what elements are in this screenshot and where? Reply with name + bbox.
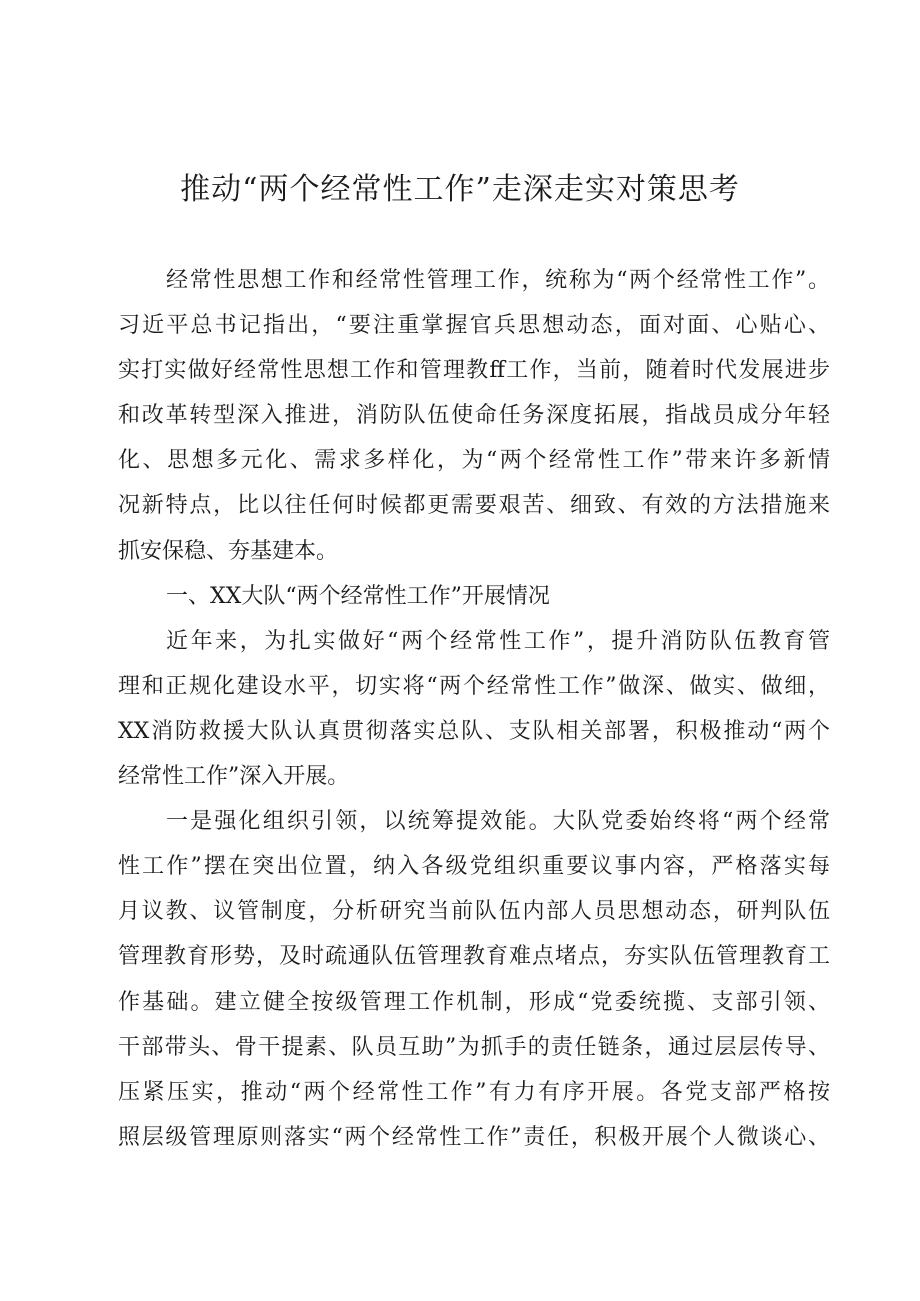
paragraph-line: 化、思想多元化、需求多样化，为“两个经常性工作”带来许多新情 [118, 448, 830, 474]
paragraph-line: 近年来，为扎实做好“两个经常性工作”，提升消防队伍教育管 [166, 628, 830, 654]
paragraph-line: 习近平总书记指出，“要注重掌握官兵思想动态，面对面、心贴心、 [118, 313, 830, 339]
paragraph-line: 一是强化组织引领，以统筹提效能。大队党委始终将“两个经常 [166, 809, 830, 835]
paragraph-line: 照层级管理原则落实“两个经常性工作”责任，积极开展个人微谈心、 [118, 1124, 830, 1150]
paragraph-line: 管理教育形势，及时疏通队伍管理教育难点堵点，夯实队伍管理教育工 [118, 944, 830, 970]
document-body [118, 258, 830, 1160]
paragraph-line: 干部带头、骨干提素、队员互助”为抓手的责任链条，通过层层传导、 [118, 1034, 830, 1060]
paragraph-line: 压紧压实，推动“两个经常性工作”有力有序开展。各党支部严格按 [118, 1079, 830, 1105]
paragraph-line: 抓安保稳、夯基建本。 [118, 538, 339, 564]
paragraph-line: 理和正规化建设水平，切实将“两个经常性工作”做深、做实、做细， [118, 673, 830, 699]
paragraph-line: 经常性工作”深入开展。 [118, 764, 350, 790]
section-heading: 一、XX大队“两个经常性工作”开展情况 [166, 583, 550, 609]
paragraph-line: 况新特点，比以往任何时候都更需要艰苦、细致、有效的方法措施来 [118, 493, 830, 519]
paragraph-line: 和改革转型深入推进，消防队伍使命任务深度拓展，指战员成分年轻 [118, 403, 830, 429]
paragraph-line: 作基础。建立健全按级管理工作机制，形成“党委统揽、支部引领、 [118, 989, 830, 1015]
document-title: 推动“两个经常性工作”走深走实对策思考 [180, 172, 740, 207]
paragraph-line: 性工作”摆在突出位置，纳入各级党组织重要议事内容，严格落实每 [118, 854, 830, 880]
paragraph-line: XX消防救援大队认真贯彻落实总队、支队相关部署，积极推动“两个 [118, 718, 830, 744]
paragraph-line: 月议教、议管制度，分析研究当前队伍内部人员思想动态，研判队伍 [118, 899, 830, 925]
paragraph-line: 实打实做好经常性思想工作和管理教ff工作，当前，随着时代发展进步 [118, 358, 830, 384]
paragraph-line: 经常性思想工作和经常性管理工作，统称为“两个经常性工作”。 [166, 268, 830, 293]
